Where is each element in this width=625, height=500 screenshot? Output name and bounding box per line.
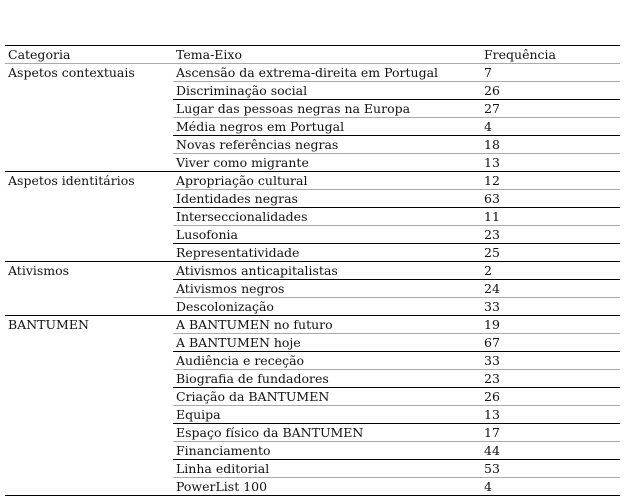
- table-row: [5, 406, 620, 424]
- table-row: [5, 316, 620, 334]
- frequency-cell: 44: [481, 442, 620, 460]
- frequency-cell: 11: [481, 208, 620, 226]
- tema-cell: Criação da BANTUMEN: [173, 388, 481, 406]
- category-cell: [5, 352, 173, 370]
- frequency-cell: 67: [481, 334, 620, 352]
- tema-cell: Biografia de fundadores: [173, 370, 481, 388]
- frequency-cell: 26: [481, 82, 620, 100]
- category-cell: [5, 370, 173, 388]
- table-row: [5, 352, 620, 370]
- header-row: [5, 46, 620, 64]
- frequency-cell: 17: [481, 424, 620, 442]
- tema-cell: Lugar das pessoas negras na Europa: [173, 100, 481, 118]
- table-row: [5, 370, 620, 388]
- tema-cell: Espaço físico da BANTUMEN: [173, 424, 481, 442]
- table-row: [5, 82, 620, 100]
- tema-cell: Ativismos negros: [173, 280, 481, 298]
- category-cell: [5, 226, 173, 244]
- category-cell: [5, 298, 173, 316]
- tema-cell: Média negros em Portugal: [173, 118, 481, 136]
- header-categoria: Categoria: [5, 46, 173, 64]
- category-cell: BANTUMEN: [8, 317, 89, 332]
- frequency-table: [5, 45, 620, 496]
- category-cell: [5, 118, 173, 136]
- frequency-cell: 24: [481, 280, 620, 298]
- category-cell: [5, 442, 173, 460]
- tema-cell: Ascensão da extrema-direita em Portugal: [173, 64, 481, 82]
- table-row: [5, 118, 620, 136]
- tema-cell: Representatividade: [173, 244, 481, 262]
- table-row: [5, 280, 620, 298]
- frequency-cell: 33: [481, 298, 620, 316]
- table-row: [5, 442, 620, 460]
- frequency-cell: 18: [481, 136, 620, 154]
- table-row: [5, 334, 620, 352]
- category-cell: [5, 100, 173, 118]
- tema-cell: A BANTUMEN no futuro: [173, 316, 481, 334]
- frequency-cell: 23: [481, 226, 620, 244]
- frequency-cell: 4: [481, 118, 620, 136]
- category-cell: Ativismos: [8, 263, 70, 278]
- category-cell: [5, 460, 173, 478]
- table-row: [5, 64, 620, 82]
- tema-cell: PowerList 100: [173, 478, 481, 496]
- tema-cell: Financiamento: [173, 442, 481, 460]
- frequency-cell: 13: [481, 406, 620, 424]
- tema-cell: Apropriação cultural: [173, 172, 481, 190]
- category-cell: [5, 334, 173, 352]
- table-row: [5, 226, 620, 244]
- frequency-cell: 2: [481, 262, 620, 280]
- frequency-cell: 4: [481, 478, 620, 496]
- category-cell: Aspetos contextuais: [8, 65, 135, 80]
- frequency-cell: 53: [481, 460, 620, 478]
- table-row: [5, 208, 620, 226]
- frequency-cell: 63: [481, 190, 620, 208]
- header-frequencia: Frequência: [481, 46, 620, 64]
- tema-cell: Ativismos anticapitalistas: [173, 262, 481, 280]
- tema-cell: Equipa: [173, 406, 481, 424]
- table-row: [5, 136, 620, 154]
- frequency-cell: 13: [481, 154, 620, 172]
- frequency-cell: 7: [481, 64, 620, 82]
- frequency-cell: 33: [481, 352, 620, 370]
- category-cell: [5, 424, 173, 442]
- table-row: [5, 172, 620, 190]
- category-cell: [5, 208, 173, 226]
- frequency-cell: 27: [481, 100, 620, 118]
- category-cell: [5, 280, 173, 298]
- category-cell: [5, 388, 173, 406]
- tema-cell: Linha editorial: [173, 460, 481, 478]
- table-row: [5, 424, 620, 442]
- tema-cell: Descolonização: [173, 298, 481, 316]
- category-cell: Aspetos identitários: [8, 173, 135, 188]
- table-row: [5, 298, 620, 316]
- table-row: [5, 460, 620, 478]
- frequency-cell: 12: [481, 172, 620, 190]
- tema-cell: Viver como migrante: [173, 154, 481, 172]
- frequency-cell: 25: [481, 244, 620, 262]
- table-row: [5, 388, 620, 406]
- table-row: [5, 100, 620, 118]
- category-cell: [5, 190, 173, 208]
- header-tema-eixo: Tema-Eixo: [173, 46, 481, 64]
- table-row: [5, 478, 620, 496]
- tema-cell: Identidades negras: [173, 190, 481, 208]
- table-row: [5, 262, 620, 280]
- tema-cell: Lusofonia: [173, 226, 481, 244]
- tema-cell: Interseccionalidades: [173, 208, 481, 226]
- category-cell: [5, 406, 173, 424]
- table-row: [5, 244, 620, 262]
- tema-cell: Audiência e receção: [173, 352, 481, 370]
- table-row: [5, 190, 620, 208]
- tema-cell: Discriminação social: [173, 82, 481, 100]
- category-cell: [5, 478, 173, 496]
- category-cell: [5, 82, 173, 100]
- category-cell: [5, 154, 173, 172]
- category-cell: [5, 136, 173, 154]
- tema-cell: Novas referências negras: [173, 136, 481, 154]
- frequency-cell: 19: [481, 316, 620, 334]
- tema-cell: A BANTUMEN hoje: [173, 334, 481, 352]
- category-cell: [5, 244, 173, 262]
- frequency-cell: 26: [481, 388, 620, 406]
- table-row: [5, 154, 620, 172]
- frequency-cell: 23: [481, 370, 620, 388]
